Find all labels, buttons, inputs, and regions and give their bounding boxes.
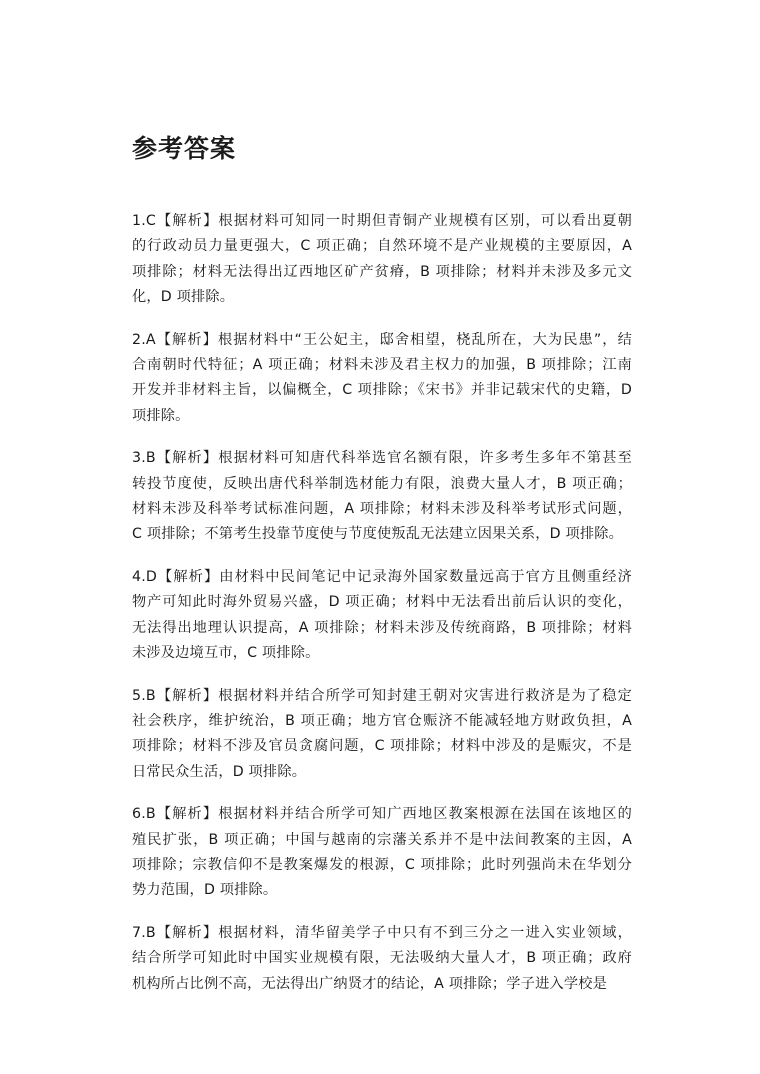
answer-line: 项排除；材料不涉及官员贪腐问题，C 项排除；材料中涉及的是赈灾，不是 [132, 738, 632, 755]
answer-item [132, 921, 632, 997]
answer-item [132, 446, 632, 548]
answer-line: 1.C【解析】根据材料可知同一时期但青铜产业规模有区别，可以看出夏朝 [132, 213, 632, 229]
answer-line: 材料未涉及科举考试标准问题，A 项排除；材料未涉及科举考试形式问题， [132, 501, 632, 518]
answer-line: 结合所学可知此时中国实业规模有限，无法吸纳大量人才，B 项正确；政府 [132, 950, 632, 967]
answer-line: 4.D【解析】由材料中民间笔记中记录海外国家数量远高于官方且侧重经济 [132, 568, 632, 585]
answer-line: 项排除；宗教信仰不是教案爆发的根源，C 项排除；此时列强尚未在华划分 [132, 856, 632, 873]
answer-line: 未涉及边境互市，C 项排除。 [132, 645, 320, 662]
answer-line: 转投节度使，反映出唐代科举制选材能力有限，浪费大量人才，B 项正确； [132, 475, 632, 492]
answer-item [132, 565, 632, 667]
answer-line: 开发并非材料主旨，以偏概全，C 项排除；《宋书》并非记载宋代的史籍，D [132, 382, 632, 399]
answer-line: 机构所占比例不高，无法得出广纳贤才的结论，A 项排除；学子进入学校是 [132, 975, 608, 992]
answer-item [132, 328, 632, 430]
answer-line: 的行政动员力量更强大，C 项正确；自然环境不是产业规模的主要原因，A [132, 238, 632, 255]
answer-line: 日常民众生活，D 项排除。 [132, 763, 307, 780]
answer-line: 5.B【解析】根据材料并结合所学可知封建王朝对灾害进行救济是为了稳定 [132, 687, 632, 704]
answer-item [132, 209, 632, 311]
answer-line: 物产可知此时海外贸易兴盛，D 项正确；材料中无法看出前后认识的变化， [132, 594, 632, 611]
answer-line: 2.A【解析】根据材料中“王公妃主，邸舍相望，桡乱所在，大为民患”，结 [132, 331, 632, 348]
page-title: 参考答案 [132, 134, 237, 163]
answer-line: 3.B【解析】根据材料可知唐代科举选官名额有限，许多考生多年不第甚至 [132, 450, 632, 467]
answer-line: 项排除。 [132, 407, 190, 424]
answer-line: 项排除；材料无法得出辽西地区矿产贫瘠，B 项排除；材料并未涉及多元文 [132, 263, 632, 280]
answer-line: 化，D 项排除。 [132, 289, 235, 306]
answer-line: 7.B【解析】根据材料，清华留美学子中只有不到三分之一进入实业领域， [132, 924, 632, 941]
answer-line: 合南朝时代特征；A 项正确；材料未涉及君主权力的加强，B 项排除；江南 [132, 357, 632, 374]
answer-line: 社会秩序，维护统治，B 项正确；地方官仓赈济不能减轻地方财政负担，A [132, 712, 632, 729]
answer-line: C 项排除；不第考生投靠节度使与节度使叛乱无法建立因果关系，D 项排除。 [132, 526, 624, 543]
answer-line: 势力范围，D 项排除。 [132, 882, 278, 899]
answer-line: 6.B【解析】根据材料并结合所学可知广西地区教案根源在法国在该地区的 [132, 806, 632, 823]
answer-line: 无法得出地理认识提高，A 项排除；材料未涉及传统商路，B 项排除；材料 [132, 619, 632, 636]
answer-item [132, 802, 632, 904]
answer-item [132, 684, 632, 786]
answer-line: 殖民扩张，B 项正确；中国与越南的宗藩关系并不是中法间教案的主因，A [132, 831, 632, 848]
answer-list [132, 209, 632, 1014]
